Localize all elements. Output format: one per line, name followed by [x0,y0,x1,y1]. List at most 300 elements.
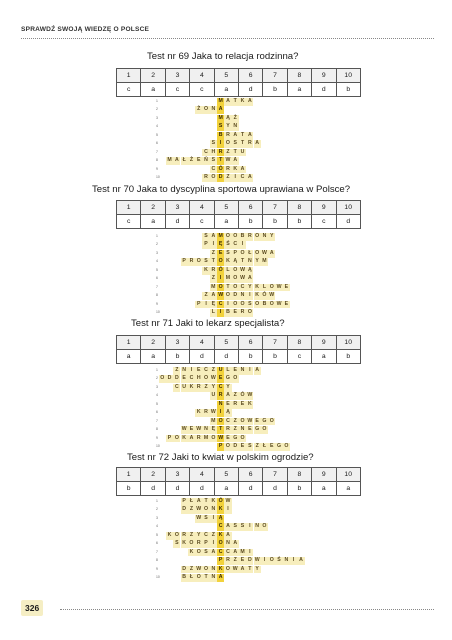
crossword-key-cell: C [218,383,223,390]
answer-letter: d [141,482,165,496]
crossword-cell: R [233,400,238,407]
question-number: 7 [263,336,287,350]
crossword-cell: S [211,157,216,164]
crossword-cell: I [246,292,253,300]
question-number: 9 [312,201,336,215]
crossword-row-number: 3 [156,515,158,520]
crossword-key-cell: A [218,574,223,581]
crossword-cell: E [240,557,245,564]
crossword-key-cell: U [218,367,223,373]
crossword-cell: D [233,292,238,299]
crossword-key-cell: K [218,506,223,513]
crossword-cell: B [182,574,187,581]
crossword-cell: S [248,443,252,450]
answer-letter: a [312,482,336,496]
answer-letter: b [263,350,287,364]
crossword-cell: E [189,426,194,433]
crossword-cell: D [174,375,179,382]
crossword-row-number: 1 [156,99,158,103]
crossword-cell: O [233,375,238,382]
crossword-cell: R [182,531,187,538]
answer-letter: d [190,482,214,496]
crossword-cell: R [196,383,201,390]
crossword-cell: Z [210,367,217,375]
answer-table [116,335,361,364]
crossword-cell: T [239,140,246,148]
crossword-cell: Ł [181,157,188,165]
crossword-cell: A [247,174,252,181]
crossword-cell: Y [255,565,259,572]
answer-letter: b [238,215,262,229]
crossword-cell: R [226,557,230,564]
crossword-cell: Z [224,174,231,182]
question-number: 2 [141,336,165,350]
crossword-row-number: 4 [156,259,158,264]
crossword-row-number: 3 [156,115,158,120]
answer-letter: b [336,350,360,364]
crossword-cell: E [233,309,237,316]
crossword-cell: O [233,300,238,307]
crossword-cell: A [269,249,274,256]
crossword-cell: P [182,498,186,504]
crossword-cell: Ę [211,426,216,433]
crossword-cell: W [254,557,260,564]
test-title: Test nr 72 Jaki to kwiat w polskim ogrodzie? [127,452,314,463]
crossword-cell: D [233,443,238,450]
crossword-key-cell: M [218,114,223,121]
crossword-key-cell: W [218,434,224,441]
crossword-key-cell: O [218,283,223,290]
crossword-cell: A [247,275,252,282]
crossword-cell: S [211,140,216,147]
crossword-row-number: 2 [156,107,158,112]
question-number: 10 [336,201,360,215]
crossword-key-cell: A [218,106,223,113]
crossword-key-cell: K [218,531,223,538]
crossword-cell: R [196,434,201,441]
crossword-row-number: 1 [156,368,158,372]
crossword-cell: Ż [232,115,239,123]
crossword-cell: M [240,548,245,555]
crossword-cell: Y [255,258,259,265]
crossword-row-number: 9 [156,301,158,306]
crossword-cell: A [240,565,245,572]
crossword-cell: I [224,506,231,514]
crossword-cell: Z [232,426,239,434]
crossword-cell: S [204,548,208,555]
crossword-cell: R [226,165,230,172]
crossword-cell: O [211,434,216,441]
crossword-cell: E [226,434,230,441]
crossword-cell: Ą [247,266,252,273]
crossword-cell: A [211,292,216,299]
crossword-row-number: 1 [156,234,158,238]
crossword-row-number: 5 [156,401,158,406]
crossword-cell: N [211,565,216,572]
answer-letter: c [190,83,214,97]
crossword-cell: W [196,506,202,513]
crossword-cell: Y [211,383,216,390]
crossword-cell: B [240,233,245,239]
crossword-cell: Z [232,557,239,565]
crossword-cell: M [211,283,216,290]
crossword-cell: R [247,140,252,147]
crossword-cell: S [233,523,237,530]
crossword-cell: E [284,300,289,307]
crossword-cell: E [240,400,245,407]
answer-letter: d [165,482,189,496]
crossword-cell: P [197,300,201,307]
crossword-cell: A [247,131,252,138]
crossword-cell: N [240,292,245,299]
crossword-cell: O [174,531,179,538]
answer-letter: b [165,350,189,364]
crossword-cell: P [167,434,172,441]
crossword-cell: N [226,540,230,547]
crossword-row-number: 4 [156,393,158,398]
crossword-cell: Ł [188,574,195,582]
crossword-row-number: 5 [156,532,158,537]
crossword-cell: O [225,443,230,450]
crossword-cell: O [174,434,179,441]
crossword-cell: A [233,540,238,547]
crossword-cell: E [197,157,201,164]
crossword-cell: E [284,283,289,290]
crossword-cell: O [247,309,252,316]
crossword-cell: K [247,400,252,407]
answer-table [116,68,361,97]
crossword-cell: Ż [188,157,195,165]
answer-letter: a [141,350,165,364]
crossword-cell: Z [188,506,195,514]
question-number: 5 [214,201,238,215]
crossword-cell: K [189,383,194,390]
crossword-key-cell: P [218,443,223,450]
crossword-cell: O [233,233,238,239]
crossword-cell: W [196,514,202,521]
crossword-cell: N [255,523,260,530]
crossword-cell: O [211,174,216,181]
answer-letter: b [238,350,262,364]
answer-letter: b [117,482,141,496]
crossword-cell: E [197,367,201,373]
crossword-cell: N [211,106,216,113]
crossword-cell: Z [232,392,239,400]
crossword-row-number: 2 [156,507,158,512]
crossword-cell: P [204,540,208,547]
crossword-key-cell: I [217,309,224,317]
crossword-cell: U [182,383,187,390]
crossword-cell: Ł [246,250,253,258]
crossword-key-cell: C [218,548,223,555]
crossword-cell: S [240,523,245,530]
crossword-cell: I [246,549,253,557]
crossword-cell: N [211,506,216,513]
crossword-key-cell: T [217,157,224,165]
header-divider [21,38,434,39]
crossword-cell: E [248,426,252,433]
crossword-cell: E [270,443,274,450]
crossword-row-number: 9 [156,166,158,171]
question-number: 6 [238,468,262,482]
crossword-cell: O [233,266,238,273]
crossword-cell: C [240,174,245,181]
test-title: Test nr 70 Jaka to dyscyplina sportowa uprawiana w Polsce? [92,184,351,195]
crossword-cell: E [182,375,186,382]
answer-letter: a [141,215,165,229]
crossword-cell: O [204,565,209,572]
crossword-cell: O [255,300,260,307]
crossword-cell: E [226,400,230,407]
crossword-cell: C [226,417,230,424]
crossword-cell: O [189,540,194,547]
question-number: 3 [165,468,189,482]
crossword-cell: T [224,284,231,292]
crossword-cell: G [255,426,260,433]
crossword-cell: N [204,426,208,433]
question-number: 8 [287,468,311,482]
crossword-cell: K [255,283,260,290]
crossword-cell: A [233,548,238,555]
crossword-cell: D [167,375,172,382]
crossword-cell: O [196,258,201,265]
answer-letter: a [336,482,360,496]
crossword-key-cell: R [218,392,223,399]
answer-letter: d [312,83,336,97]
question-number: 8 [287,336,311,350]
crossword-cell: Z [224,149,231,157]
crossword-cell: T [232,149,239,157]
crossword-cell: S [204,233,208,239]
crossword-key-cell: O [218,417,223,424]
crossword-key-cell: Ą [218,514,223,521]
crossword-row-number: 6 [156,410,158,415]
crossword-cell: R [226,131,230,138]
crossword-cell: A [226,523,230,530]
crossword-cell: K [211,498,216,504]
crossword-cell: I [246,367,253,375]
crossword-cell: I [210,515,217,523]
crossword-key-cell: I [217,140,224,148]
crossword-cell: W [276,300,282,307]
crossword-key-cell: C [218,523,223,530]
crossword-cell: B [262,300,267,307]
crossword-cell: I [224,301,231,309]
crossword-cell: O [196,574,201,581]
crossword-cell: Ł [188,498,195,506]
crossword-row-number: 3 [156,384,158,389]
crossword-cell: I [210,241,217,249]
crossword-cell: Y [226,383,230,390]
crossword-key-cell: B [218,131,223,138]
crossword-cell: Y [248,283,252,290]
answer-letter: b [336,83,360,97]
crossword-cell: Z [202,292,209,300]
crossword-row-number: 5 [156,267,158,272]
crossword-cell: I [290,557,297,565]
crossword-row-number: 1 [156,499,158,503]
crossword-key-cell: C [218,300,223,307]
question-number: 9 [312,468,336,482]
answer-letter: d [214,350,238,364]
crossword-cell: W [240,275,245,282]
answer-letter: a [214,83,238,97]
crossword-cell: O [269,417,274,424]
crossword-row-number: 7 [156,549,158,554]
crossword-cell: O [284,443,289,450]
answer-table [116,467,361,496]
crossword-cell: E [255,417,259,424]
crossword-cell: S [233,140,237,147]
answer-letter: a [141,83,165,97]
crossword-cell: O [233,275,238,282]
crossword-cell: B [226,309,230,316]
crossword-cell: O [196,548,201,555]
answer-letter: d [263,482,287,496]
crossword-cell: I [239,241,246,249]
crossword-cell: O [160,375,165,382]
crossword-row-number: 9 [156,435,158,440]
crossword-cell: O [269,300,274,307]
crossword-cell: R [247,233,252,239]
question-number: 2 [141,201,165,215]
crossword-cell: C [211,165,216,172]
crossword-cell: S [175,540,179,547]
crossword-key-cell: Ę [218,241,223,248]
crossword-cell: H [196,375,201,382]
crossword-row-number: 8 [156,293,158,298]
crossword-cell: A [189,434,194,441]
crossword-cell: K [233,165,238,172]
crossword-cell: C [204,531,208,538]
crossword-cell: D [247,557,252,564]
answer-letter: d [165,215,189,229]
question-number: 4 [190,336,214,350]
crossword-row-number: 3 [156,250,158,255]
crossword-cell: R [204,174,208,181]
crossword-cell: Y [270,233,274,239]
crossword-key-cell: Ó [218,498,223,504]
crossword-cell: M [262,258,267,265]
answer-letter: c [190,215,214,229]
crossword-cell: W [210,409,216,416]
crossword-row-number: 8 [156,558,158,563]
crossword-cell: O [225,140,230,147]
crossword-key-cell: O [218,258,223,265]
crossword-cell: S [204,514,208,521]
crossword-cell: D [182,565,187,572]
crossword-cell: O [240,417,245,424]
crossword-cell: A [233,157,238,164]
crossword-cell: O [255,249,260,256]
answer-letter: d [238,482,262,496]
answer-letter: a [214,215,238,229]
crossword-cell: O [225,233,230,239]
crossword-cell: N [284,557,289,564]
crossword-cell: N [247,258,252,265]
crossword-cell: A [233,131,238,138]
crossword-cell: K [204,266,208,273]
crossword-cell: O [225,565,230,572]
answer-letter: b [287,215,311,229]
crossword-cell: A [226,531,230,538]
question-number: 4 [190,468,214,482]
crossword-cell: G [277,443,282,450]
question-number: 2 [141,468,165,482]
crossword-cell: P [182,258,186,265]
crossword-key-cell: K [218,565,223,572]
crossword-cell: C [233,241,238,248]
crossword-cell: W [181,426,187,433]
crossword-key-cell: S [218,123,223,130]
crossword-cell: T [202,574,209,582]
crossword-cell: Ł [261,443,268,451]
crossword-cell: A [226,392,230,399]
crossword-cell: P [233,249,237,256]
crossword-cell: K [182,540,187,547]
crossword-key-cell: E [218,249,223,256]
crossword-cell: N [240,426,245,433]
crossword-cell: Z [210,275,217,283]
crossword-cell: P [204,241,208,248]
crossword-cell: N [182,367,187,373]
crossword-cell: Z [202,384,209,392]
answer-table [116,200,361,229]
crossword-cell: T [239,132,246,140]
crossword-key-cell: O [218,540,223,547]
question-number: 7 [263,468,287,482]
crossword-cell: H [211,148,216,155]
crossword-cell: S [204,258,208,265]
question-number: 5 [214,468,238,482]
page-number: 326 [21,600,43,616]
question-number: 3 [165,201,189,215]
crossword-cell: A [255,140,260,147]
crossword-cell: Ś [226,241,230,248]
crossword-cell: C [204,367,208,373]
question-number: 6 [238,201,262,215]
crossword-cell: W [210,375,216,382]
crossword-cell: Z [210,250,217,258]
crossword-row-number: 4 [156,524,158,529]
crossword-key-cell: Ó [218,165,223,172]
crossword-cell: Z [254,443,261,451]
crossword-cell: K [226,258,230,265]
question-number: 1 [117,336,141,350]
crossword-cell: L [210,309,217,317]
crossword-cell: I [202,301,209,309]
crossword-key-cell: M [218,98,223,104]
running-header: SPRAWDŹ SWOJĄ WIEDZĘ O POLSCE [21,26,150,33]
crossword-cell: Y [197,531,201,538]
crossword-cell: D [182,506,187,513]
crossword-key-cell: M [218,233,223,239]
crossword-cell: Z [232,418,239,426]
crossword-cell: C [204,148,208,155]
crossword-cell: W [269,292,275,299]
crossword-cell: L [224,267,231,275]
crossword-cell: O [225,292,230,299]
question-number: 5 [214,336,238,350]
answer-letter: a [214,482,238,496]
crossword-key-cell: D [218,174,223,181]
test-title: Test nr 71 Jaki to lekarz specjalista? [131,318,285,329]
crossword-cell: O [204,506,209,513]
crossword-cell: W [276,283,282,290]
question-number: 8 [287,201,311,215]
crossword-cell: M [211,417,216,424]
question-number: 3 [165,69,189,83]
